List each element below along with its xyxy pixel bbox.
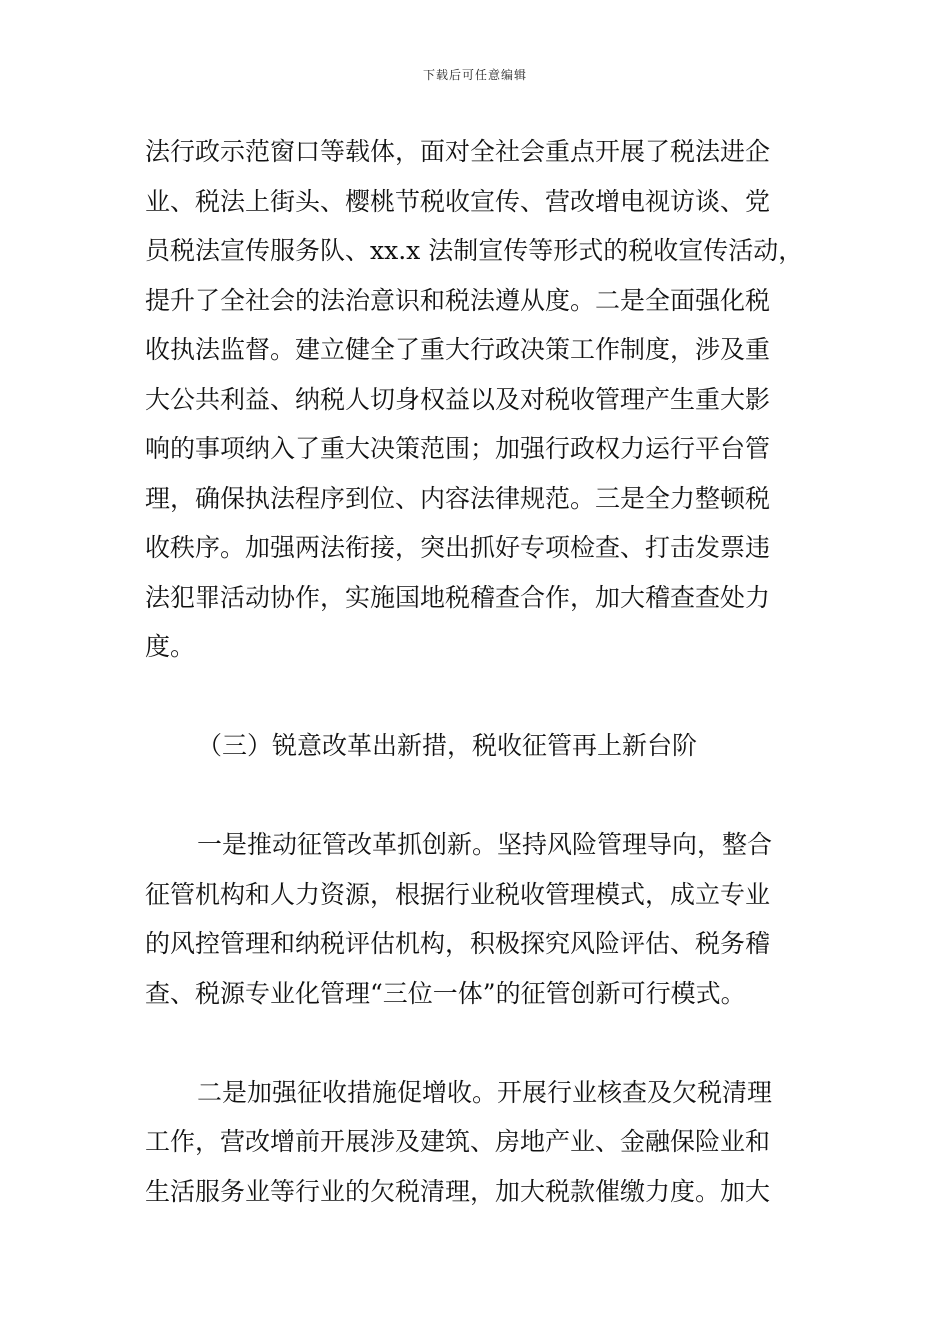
text-line: 大公共利益、纳税人切身权益以及对税收管理产生重大影 <box>145 384 771 414</box>
section-heading: （三）锐意改革出新措，税收征管再上新台阶 <box>197 731 698 760</box>
document-body <box>145 127 815 1216</box>
text-line: 工作，营改增前开展涉及建筑、房地产业、金融保险业和 <box>145 1127 771 1156</box>
text-line: 一是推动征管改革抓创新。坚持风险管理导向，整合 <box>197 830 773 859</box>
text-line: 生活服务业等行业的欠税清理，加大税款催缴力度。加大 <box>145 1176 771 1206</box>
text-line: 理，确保执法程序到位、内容法律规范。三是全力整顿税 <box>145 483 771 513</box>
page-header-note: 下载后可任意编辑 <box>422 68 527 82</box>
text-line: 员税法宣传服务队、xx.x 法制宣传等形式的税收宣传活动， <box>145 236 804 265</box>
text-line: 收执法监督。建立健全了重大行政决策工作制度，涉及重 <box>145 335 771 364</box>
text-line: 收秩序。加强两法衔接，突出抓好专项检查、打击发票违 <box>145 533 771 562</box>
paragraph-gap <box>145 1018 815 1068</box>
text-line: 提升了全社会的法治意识和税法遵从度。二是全面强化税 <box>145 285 771 315</box>
text-line: 度。 <box>145 632 196 661</box>
paragraph-gap <box>145 672 815 722</box>
text-line: 响的事项纳入了重大决策范围；加强行政权力运行平台管 <box>145 434 771 463</box>
text-line: 查、税源专业化管理“三位一体”的征管创新可行模式。 <box>145 978 746 1008</box>
paragraph-2 <box>145 820 815 1018</box>
paragraph-3 <box>145 1068 815 1217</box>
text-line: 业、税法上街头、樱桃节税收宣传、营改增电视访谈、党 <box>145 186 771 216</box>
paragraph-gap <box>145 771 815 821</box>
text-line: 的风控管理和纳税评估机构，积极探究风险评估、税务稽 <box>145 929 771 958</box>
text-line: 征管机构和人力资源，根据行业税收管理模式，成立专业 <box>145 879 771 909</box>
text-line: 二是加强征收措施促增收。开展行业核查及欠税清理 <box>197 1077 773 1107</box>
text-line: 法犯罪活动协作，实施国地税稽查合作，加大稽查查处力 <box>145 582 771 612</box>
paragraph-1 <box>145 127 815 672</box>
text-line: 法行政示范窗口等载体，面对全社会重点开展了税法进企 <box>145 137 771 166</box>
